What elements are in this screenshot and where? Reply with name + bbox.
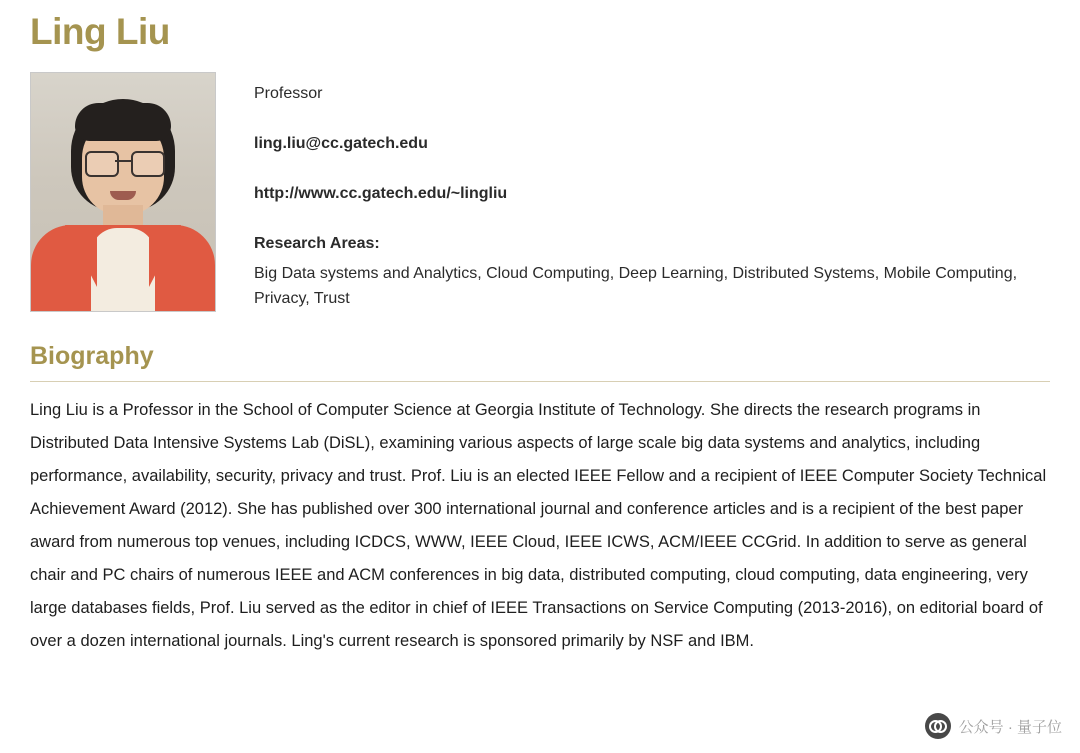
biography-text: Ling Liu is a Professor in the School of Computer Science at Georgia Institute of Technology. She directs the research programs in Distributed Data Intensive Systems Lab (DiSL), examining various aspects of large scale big data systems and analytics, including performance, availability, security, privacy and trust. Prof. Liu is an elected IEEE Fellow and a recipient of IEEE Computer Society Technical Achievement Award (2012). She has published over 300 international journal and conference articles and is a recipient of the best paper award from numerous top venues, including ICDCS, WWW, IEEE Cloud, IEEE ICWS, ACM/IEEE CCGrid. In addition to serve as general chair and PC chairs of numerous IEEE and ACM conferences in big data, distributed computing, cloud computing, data engineering, very large databases fields, Prof. Liu served as the editor in chief of IEEE Transactions on Service Computing (2013-2016), on editorial board of over a dozen international journals. Ling's current research is sponsored primarily by NSF and IBM. (30, 401, 1047, 651)
profile-header (30, 72, 1050, 312)
photo-background (31, 73, 215, 311)
portrait-fringe (75, 103, 171, 141)
profile-page (0, 8, 1080, 658)
watermark-logo-icon (925, 713, 951, 739)
profile-photo (30, 72, 216, 312)
research-areas-block (254, 232, 1044, 312)
profile-details (254, 72, 1044, 312)
profile-title: Professor (254, 85, 323, 103)
portrait-glasses-left (85, 151, 119, 177)
section-divider (30, 381, 1050, 382)
research-areas-text: Big Data systems and Analytics, Cloud Computing, Deep Learning, Distributed Systems, Mobile Computing, Privacy, Trust (254, 265, 1018, 307)
portrait-collar-right (149, 225, 181, 287)
page-title: Ling Liu (30, 11, 170, 52)
biography-heading: Biography (30, 342, 154, 371)
research-areas-label: Research Areas: (254, 235, 380, 253)
watermark (925, 713, 1062, 739)
profile-homepage-link[interactable]: http://www.cc.gatech.edu/~lingliu (254, 185, 508, 203)
portrait-glasses-right (131, 151, 165, 177)
watermark-text: 公众号 · 量子位 (958, 718, 1062, 736)
portrait-collar-left (65, 225, 97, 287)
profile-email[interactable]: ling.liu@cc.gatech.edu (254, 135, 428, 153)
portrait-shirt (91, 228, 155, 312)
portrait-glasses-bridge (115, 160, 131, 162)
